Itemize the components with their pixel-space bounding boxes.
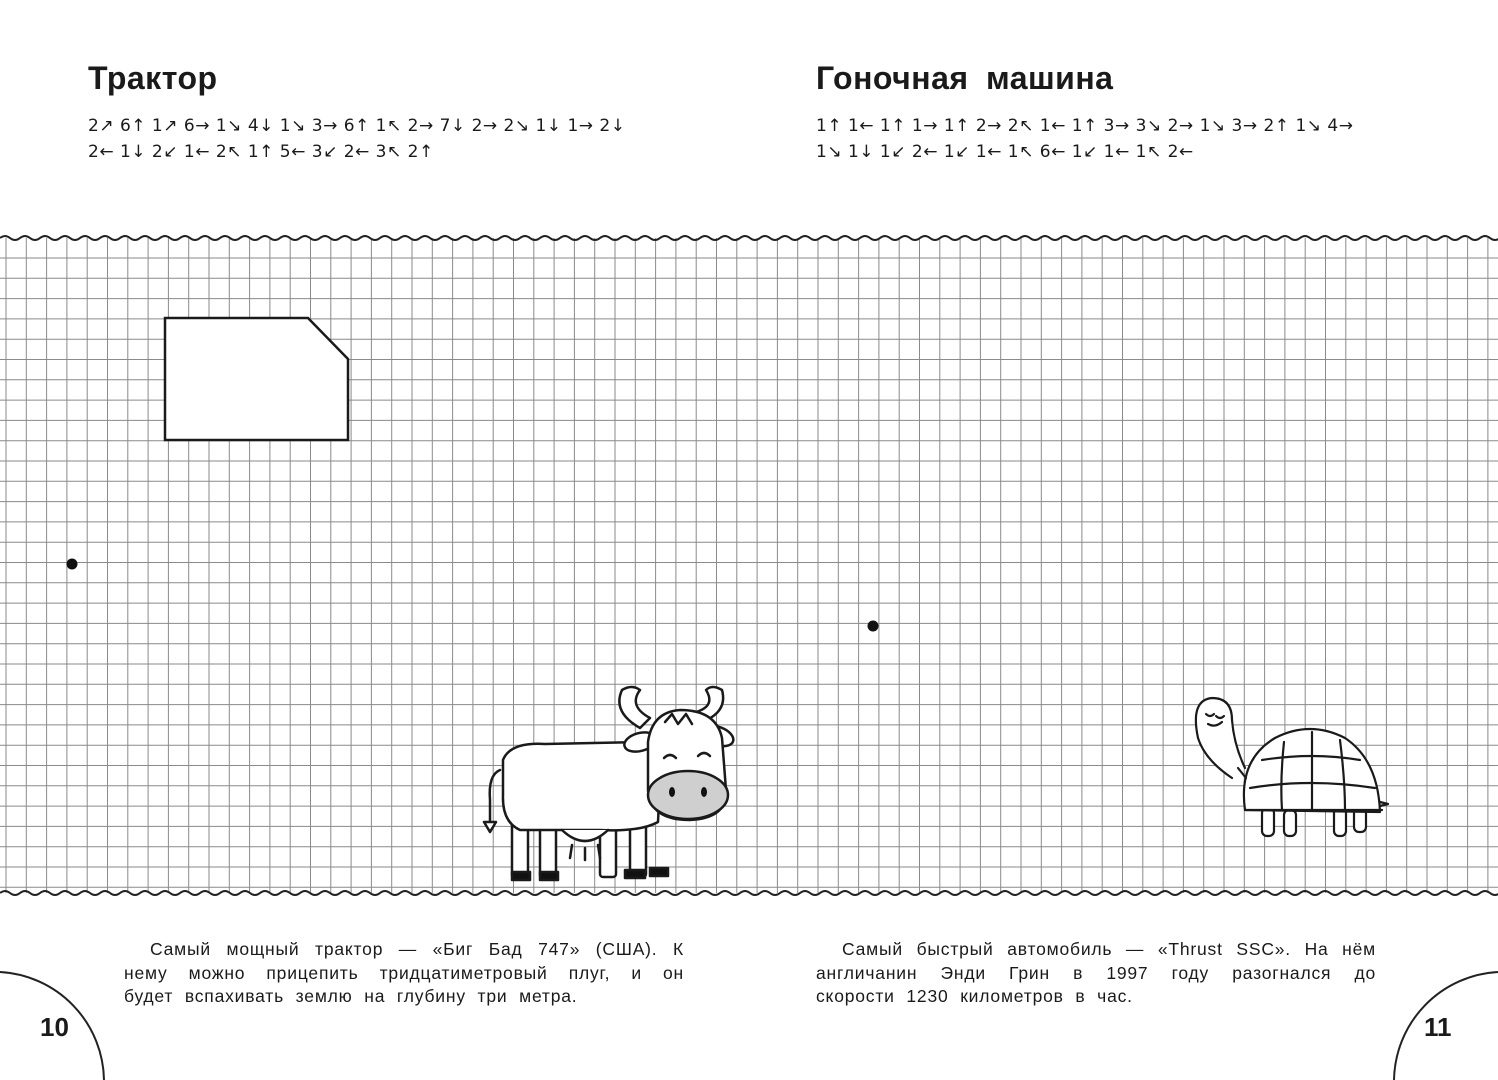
- race-car-fact-text: Самый быстрый автомобиль — «Thrust SSC». На нём англичанин Энди Грин в 1997 году разогнался до скорости 1230 километров в час.: [816, 939, 1376, 1006]
- right-page-number: 11: [1424, 1012, 1452, 1042]
- tractor-title: Трактор: [88, 60, 218, 96]
- wavy-bottom-border: [0, 891, 1498, 895]
- tractor-started-shape: [165, 318, 348, 440]
- cow-illustration: [484, 687, 736, 880]
- race-car-title: Гоночная машина: [816, 60, 1114, 96]
- left-page-number: 10: [40, 1012, 69, 1042]
- wavy-top-border: [0, 236, 1498, 240]
- tractor-sequence-line-1: 2↗ 6↑ 1↗ 6→ 1↘ 4↓ 1↘ 3→ 6↑ 1↖ 2→ 7↓ 2→ 2↘ 1↓ 1→ 2↓: [88, 116, 626, 136]
- race-car-sequence-line-1: 1↑ 1← 1↑ 1→ 1↑ 2→ 2↖ 1← 1↑ 3→ 3↘ 2→ 1↘ 3→ 2↑ 1↘ 4→: [816, 116, 1354, 136]
- tractor-sequence-line-2: 2← 1↓ 2↙ 1← 2↖ 1↑ 5← 3↙ 2← 3↖ 2↑: [88, 142, 434, 162]
- race-car-sequence-line-2: 1↘ 1↓ 1↙ 2← 1↙ 1← 1↖ 6← 1↙ 1← 1↖ 2←: [816, 142, 1194, 162]
- tractor-fact-text: Самый мощный трактор — «Биг Бад 747» (США). К нему можно прицепить тридцатиметровый плуг, и он будет вспахивать землю на глубину три метра.: [124, 939, 684, 1006]
- start-dot-left[interactable]: [67, 559, 78, 570]
- start-dot-right[interactable]: [868, 621, 879, 632]
- turtle-illustration: [1196, 698, 1388, 836]
